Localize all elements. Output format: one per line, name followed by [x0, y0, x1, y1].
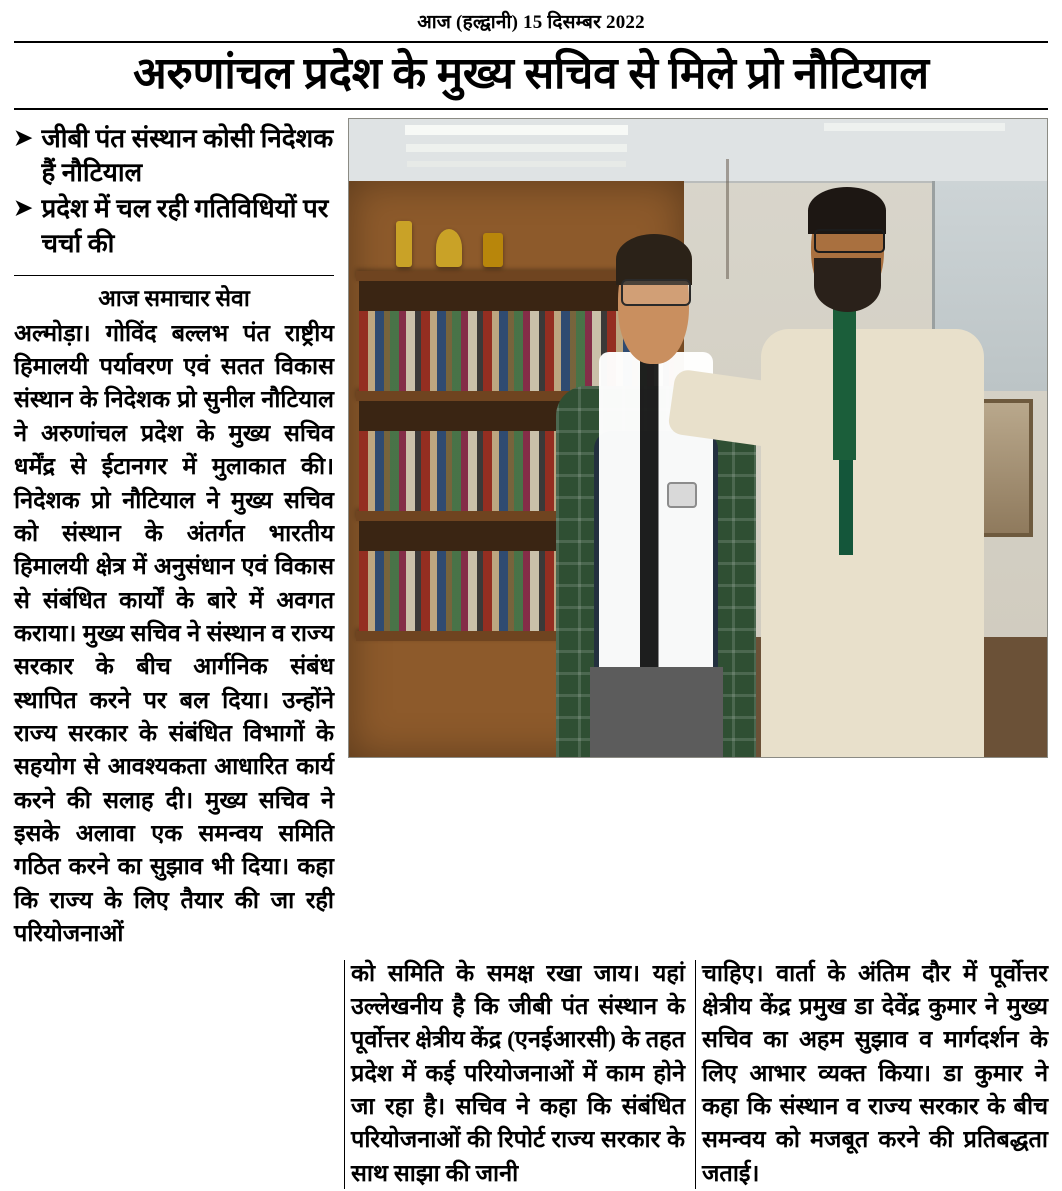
person-left-trousers: [590, 667, 723, 757]
person-right-hair: [808, 187, 886, 234]
glasses-icon: [621, 279, 691, 305]
article-paragraph-3: चाहिए। वार्ता के अंतिम दौर में पूर्वोत्तर क्षेत्रीय केंद्र प्रमुख डा देवेंद्र कुमार ने मुख्य सचिव का अहम सुझाव व मार्गदर्शन के लिए आभार व्यक्त किया। डा कुमार ने कहा कि संस्थान व राज्य सरकार के बीच समन्वय को मजबूत करने की प्रतिबद्धता जताई।: [702, 960, 1048, 1187]
byline: आज समाचार सेवा: [98, 285, 250, 311]
rule-under-headline: [14, 108, 1048, 110]
left-column: [14, 118, 344, 952]
trophy: [396, 221, 412, 267]
article-body: [14, 118, 1048, 952]
bullet-text: प्रदेश में चल रही गतिविधियों पर चर्चा की: [41, 194, 329, 258]
photo-scene: [349, 119, 1047, 757]
wristwatch: [667, 482, 697, 508]
person-right-beard: [814, 258, 881, 311]
trophy: [483, 233, 503, 267]
arrow-bullet-icon: ➤: [14, 195, 33, 221]
article-continuation: [14, 958, 1048, 1191]
article-photo: [348, 118, 1048, 758]
list-item: [14, 192, 334, 261]
person-left-hair: [616, 234, 692, 285]
article-paragraph-1: अल्मोड़ा। गोविंद बल्लभ पंत राष्ट्रीय हिमालयी पर्यावरण एवं सतत विकास संस्थान के निदेशक प्रो सुनील नौटियाल ने अरुणांचल प्रदेश के मुख्य सचिव धर्मेंद्र से ईटानगर में मुलाकात की। निदेशक प्रो नौटियाल ने मुख्य सचिव को संस्थान के अंतर्गत भारतीय हिमालयी क्षेत्र में अनुसंधान एवं विकास से संबंधित कार्यों के बारे में अवगत कराया। मुख्य सचिव ने संस्थान व राज्य सरकार के बीच आर्गनिक संबंध स्थापित करने पर बल दिया। उन्होंने राज्य सरकार के संबंधित विभागों के सहयोग से आवश्यकता आधारित कार्य करने की सलाह दी। मुख्य सचिव ने इसके अलावा एक समन्वय समिति गठित करने का सुझाव भी दिया। कहा कि राज्य के लिए तैयार की जा रही परियोजनाओं: [14, 320, 334, 948]
masthead: आज (हल्द्वानी) 15 दिसम्बर 2022: [417, 12, 645, 33]
photo-column: [344, 118, 1048, 758]
person-right: [733, 163, 1012, 756]
glasses-icon: [814, 229, 885, 254]
continuation-col-1: [14, 958, 344, 1191]
lanyard: [833, 306, 855, 460]
list-item: [14, 122, 334, 191]
page-title: अरुणांचल प्रदेश के मुख्य सचिव से मिले प्रो नौटियाल: [133, 49, 929, 98]
rule-under-bullets: [14, 275, 334, 276]
article-paragraph-2: को समिति के समक्ष रखा जाय। यहां उल्लेखनीय है कि जीबी पंत संस्थान के पूर्वोत्तर क्षेत्रीय केंद्र (एनईआरसी) के तहत प्रदेश में कई परियोजनाओं में काम होने जा रहा है। सचिव ने कहा कि संबंधित परियोजनाओं की रिपोर्ट राज्य सरकार के साथ साझा की जानी: [351, 960, 685, 1187]
bullet-text: जीबी पंत संस्थान कोसी निदेशक हैं नौटियाल: [41, 123, 334, 187]
bullet-list: [14, 118, 334, 265]
arrow-bullet-icon: ➤: [14, 124, 33, 150]
trophy: [436, 229, 462, 267]
